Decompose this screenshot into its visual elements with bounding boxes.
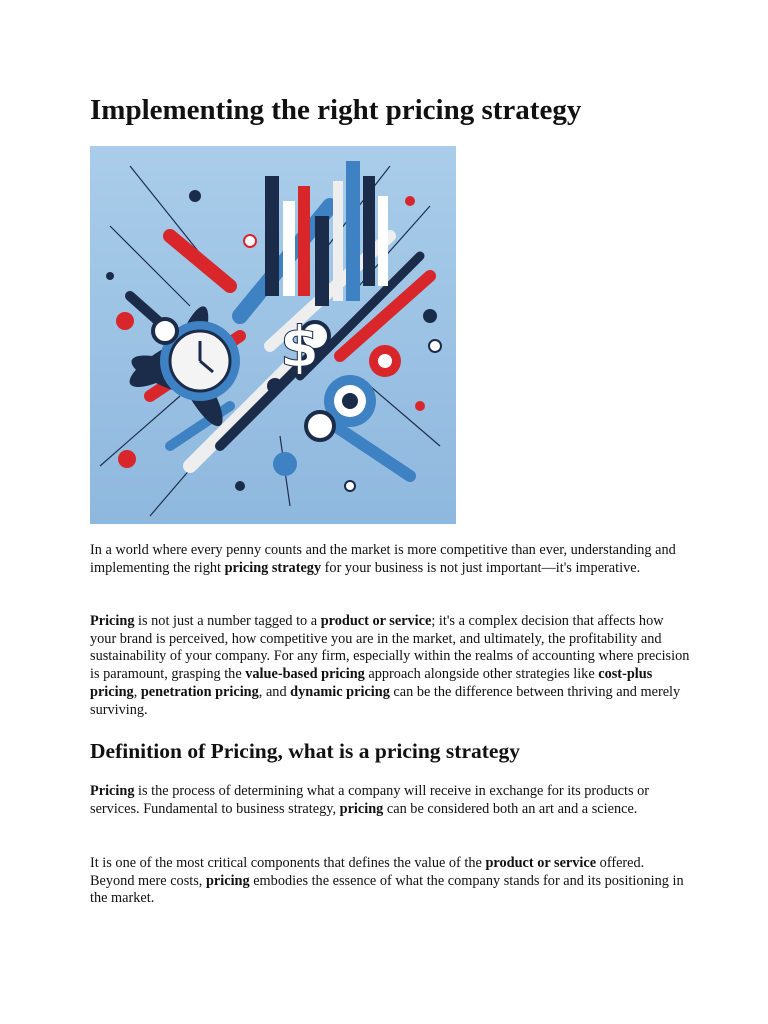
bold-term: pricing: [205, 872, 250, 889]
text-run: is the process of determining what a company will receive in exchange for its products or services. Fundamental to business strategy,: [90, 783, 649, 817]
text-run: can be the difference between thriving and merely surviving.: [90, 683, 681, 718]
dollar-glyph: $: [280, 315, 319, 380]
bold-term: Pricing: [90, 783, 135, 799]
bold-term: product or service: [320, 613, 432, 629]
bold-term: pricing: [339, 800, 384, 817]
section-heading: Definition of Pricing, what is a pricing strategy: [90, 739, 520, 763]
pricing-paragraph: [90, 613, 690, 719]
text-run: can be considered both an art and a science.: [383, 800, 638, 817]
text-run: In a world where every penny counts and the market is more competitive than ever, understanding and implementing the right: [90, 542, 676, 576]
text-run: ; it's a complex decision that affects how your brand is perceived, how competitive you are in the market, and ultimately, the profitability and sustainability of your company. For any firm, especially within the realms of accounting where precision is paramount, grasping the: [90, 613, 690, 683]
text-run: is not just a number tagged to a: [134, 613, 321, 629]
hero-image: [90, 146, 456, 524]
page-title: Implementing the right pricing strategy: [90, 94, 582, 126]
bold-term: Pricing: [90, 613, 135, 629]
bold-term: penetration pricing: [140, 683, 259, 700]
intro-paragraph: [90, 542, 690, 577]
bold-term: product or service: [485, 855, 597, 871]
text-run: offered. Beyond mere costs,: [90, 855, 645, 889]
text-run: approach alongside other strategies like: [364, 666, 599, 683]
text-run: It is one of the most critical components that defines the value of the: [90, 855, 486, 871]
bold-term: value-based pricing: [245, 666, 365, 683]
text-run: ,: [133, 683, 141, 700]
abstract-pricing-illustration-icon: [90, 146, 456, 524]
value-paragraph: [90, 855, 690, 908]
definition-paragraph: [90, 783, 690, 818]
text-run: for your business is not just important—it's imperative.: [321, 559, 641, 576]
bold-term: cost-plus pricing: [90, 666, 653, 700]
bold-term: dynamic pricing: [290, 683, 390, 700]
text-run: , and: [258, 683, 291, 700]
text-run: embodies the essence of what the company stands for and its positioning in the market.: [90, 872, 684, 907]
bold-term: pricing strategy: [224, 559, 322, 576]
